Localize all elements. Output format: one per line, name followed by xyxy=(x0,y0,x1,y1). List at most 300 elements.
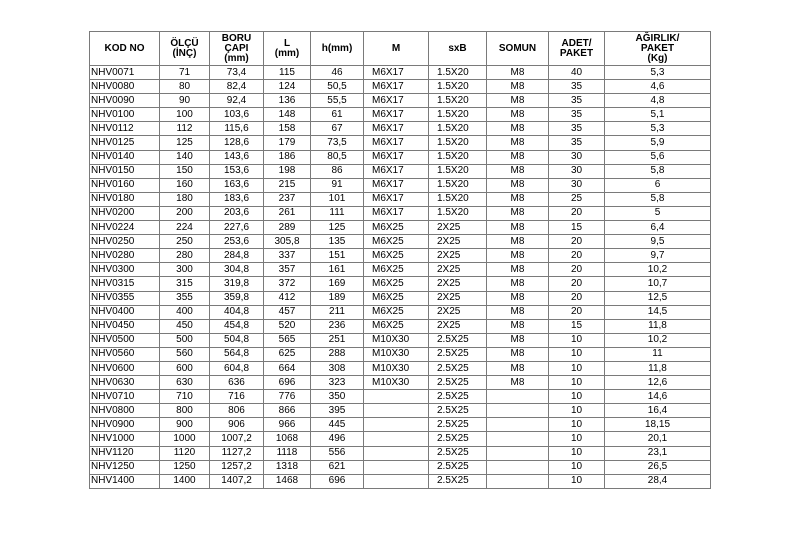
cell-agirlik-paket: 5,6 xyxy=(605,150,711,164)
cell-agirlik-paket: 5,3 xyxy=(605,66,711,80)
cell-adet-paket: 35 xyxy=(549,136,605,150)
cell-h: 55,5 xyxy=(311,94,364,108)
cell-h: 621 xyxy=(311,460,364,474)
cell-boru-capi: 806 xyxy=(210,404,264,418)
cell-kod-no: NHV0071 xyxy=(90,66,160,80)
cell-m: M6X17 xyxy=(364,94,429,108)
cell-kod-no: NHV0630 xyxy=(90,376,160,390)
cell-h: 251 xyxy=(311,333,364,347)
table-row xyxy=(90,347,711,361)
table-row xyxy=(90,192,711,206)
table-row xyxy=(90,460,711,474)
table-row xyxy=(90,164,711,178)
cell-somun: M8 xyxy=(487,249,549,263)
cell-h: 308 xyxy=(311,361,364,375)
cell-kod-no: NHV0355 xyxy=(90,291,160,305)
cell-agirlik-paket: 12,5 xyxy=(605,291,711,305)
cell-adet-paket: 35 xyxy=(549,94,605,108)
cell-agirlik-paket: 14,5 xyxy=(605,305,711,319)
table-row xyxy=(90,249,711,263)
cell-kod-no: NHV0250 xyxy=(90,235,160,249)
cell-kod-no: NHV0140 xyxy=(90,150,160,164)
cell-kod-no: NHV0280 xyxy=(90,249,160,263)
table-row xyxy=(90,319,711,333)
cell-agirlik-paket: 16,4 xyxy=(605,404,711,418)
cell-kod-no: NHV1400 xyxy=(90,474,160,488)
cell-agirlik-paket: 26,5 xyxy=(605,460,711,474)
cell-olcu: 280 xyxy=(160,249,210,263)
cell-boru-capi: 82,4 xyxy=(210,80,264,94)
cell-m: M6X17 xyxy=(364,122,429,136)
cell-h: 189 xyxy=(311,291,364,305)
cell-sxb: 2X25 xyxy=(429,291,487,305)
cell-adet-paket: 20 xyxy=(549,305,605,319)
cell-sxb: 2X25 xyxy=(429,277,487,291)
cell-olcu: 560 xyxy=(160,347,210,361)
header-kod-no: KOD NO xyxy=(90,32,160,66)
cell-kod-no: NHV1250 xyxy=(90,460,160,474)
table-row xyxy=(90,263,711,277)
table-row xyxy=(90,108,711,122)
cell-boru-capi: 906 xyxy=(210,418,264,432)
cell-h: 125 xyxy=(311,221,364,235)
cell-m xyxy=(364,474,429,488)
cell-agirlik-paket: 4,8 xyxy=(605,94,711,108)
table-row xyxy=(90,66,711,80)
cell-h: 151 xyxy=(311,249,364,263)
cell-l: 664 xyxy=(264,361,311,375)
cell-h: 556 xyxy=(311,446,364,460)
cell-boru-capi: 504,8 xyxy=(210,333,264,347)
cell-olcu: 90 xyxy=(160,94,210,108)
cell-sxb: 2X25 xyxy=(429,235,487,249)
table-row xyxy=(90,136,711,150)
cell-l: 1318 xyxy=(264,460,311,474)
cell-sxb: 2.5X25 xyxy=(429,474,487,488)
cell-l: 124 xyxy=(264,80,311,94)
table-body xyxy=(90,66,711,489)
cell-olcu: 80 xyxy=(160,80,210,94)
table-row xyxy=(90,361,711,375)
cell-somun: M8 xyxy=(487,192,549,206)
cell-sxb: 1.5X20 xyxy=(429,150,487,164)
cell-boru-capi: 604,8 xyxy=(210,361,264,375)
cell-kod-no: NHV0300 xyxy=(90,263,160,277)
cell-agirlik-paket: 11 xyxy=(605,347,711,361)
cell-h: 445 xyxy=(311,418,364,432)
cell-kod-no: NHV0224 xyxy=(90,221,160,235)
cell-agirlik-paket: 18,15 xyxy=(605,418,711,432)
cell-agirlik-paket: 9,5 xyxy=(605,235,711,249)
header-row xyxy=(90,32,711,66)
cell-agirlik-paket: 4,6 xyxy=(605,80,711,94)
cell-agirlik-paket: 10,7 xyxy=(605,277,711,291)
cell-m: M6X17 xyxy=(364,164,429,178)
cell-agirlik-paket: 28,4 xyxy=(605,474,711,488)
cell-kod-no: NHV0315 xyxy=(90,277,160,291)
cell-l: 866 xyxy=(264,404,311,418)
cell-somun: M8 xyxy=(487,122,549,136)
cell-sxb: 2.5X25 xyxy=(429,390,487,404)
cell-m: M6X17 xyxy=(364,80,429,94)
cell-adet-paket: 10 xyxy=(549,446,605,460)
table-row xyxy=(90,122,711,136)
table-row xyxy=(90,150,711,164)
cell-m: M6X25 xyxy=(364,263,429,277)
cell-kod-no: NHV0400 xyxy=(90,305,160,319)
cell-somun: M8 xyxy=(487,221,549,235)
cell-h: 73,5 xyxy=(311,136,364,150)
cell-somun xyxy=(487,460,549,474)
cell-adet-paket: 20 xyxy=(549,235,605,249)
cell-somun: M8 xyxy=(487,319,549,333)
cell-sxb: 2.5X25 xyxy=(429,460,487,474)
cell-boru-capi: 227,6 xyxy=(210,221,264,235)
cell-sxb: 2.5X25 xyxy=(429,418,487,432)
cell-m xyxy=(364,460,429,474)
cell-h: 395 xyxy=(311,404,364,418)
cell-l: 198 xyxy=(264,164,311,178)
cell-sxb: 1.5X20 xyxy=(429,206,487,220)
table-row xyxy=(90,418,711,432)
cell-boru-capi: 1127,2 xyxy=(210,446,264,460)
cell-boru-capi: 163,6 xyxy=(210,178,264,192)
cell-agirlik-paket: 5,9 xyxy=(605,136,711,150)
cell-adet-paket: 10 xyxy=(549,390,605,404)
cell-somun: M8 xyxy=(487,361,549,375)
cell-m xyxy=(364,432,429,446)
header-l: L (mm) xyxy=(264,32,311,66)
cell-m xyxy=(364,404,429,418)
cell-adet-paket: 35 xyxy=(549,108,605,122)
cell-adet-paket: 10 xyxy=(549,333,605,347)
cell-m: M6X17 xyxy=(364,150,429,164)
cell-m: M6X17 xyxy=(364,66,429,80)
cell-boru-capi: 92,4 xyxy=(210,94,264,108)
cell-olcu: 630 xyxy=(160,376,210,390)
cell-boru-capi: 359,8 xyxy=(210,291,264,305)
cell-kod-no: NHV0450 xyxy=(90,319,160,333)
table-row xyxy=(90,235,711,249)
cell-somun: M8 xyxy=(487,108,549,122)
cell-boru-capi: 203,6 xyxy=(210,206,264,220)
cell-olcu: 600 xyxy=(160,361,210,375)
cell-sxb: 1.5X20 xyxy=(429,94,487,108)
cell-l: 776 xyxy=(264,390,311,404)
cell-adet-paket: 20 xyxy=(549,249,605,263)
cell-h: 350 xyxy=(311,390,364,404)
cell-somun xyxy=(487,404,549,418)
cell-kod-no: NHV0900 xyxy=(90,418,160,432)
cell-l: 158 xyxy=(264,122,311,136)
cell-agirlik-paket: 5,8 xyxy=(605,164,711,178)
cell-boru-capi: 115,6 xyxy=(210,122,264,136)
cell-h: 86 xyxy=(311,164,364,178)
cell-olcu: 1120 xyxy=(160,446,210,460)
cell-somun: M8 xyxy=(487,235,549,249)
cell-adet-paket: 30 xyxy=(549,178,605,192)
cell-boru-capi: 143,6 xyxy=(210,150,264,164)
cell-agirlik-paket: 9,7 xyxy=(605,249,711,263)
cell-adet-paket: 20 xyxy=(549,277,605,291)
cell-kod-no: NHV0100 xyxy=(90,108,160,122)
header-olcu: ÖLÇÜ (İNÇ) xyxy=(160,32,210,66)
table-row xyxy=(90,221,711,235)
cell-h: 101 xyxy=(311,192,364,206)
cell-kod-no: NHV0800 xyxy=(90,404,160,418)
cell-adet-paket: 30 xyxy=(549,164,605,178)
cell-agirlik-paket: 14,6 xyxy=(605,390,711,404)
table-row xyxy=(90,206,711,220)
cell-kod-no: NHV0180 xyxy=(90,192,160,206)
cell-m xyxy=(364,390,429,404)
cell-agirlik-paket: 23,1 xyxy=(605,446,711,460)
header-sxb: sxB xyxy=(429,32,487,66)
cell-agirlik-paket: 5,8 xyxy=(605,192,711,206)
cell-boru-capi: 128,6 xyxy=(210,136,264,150)
cell-l: 357 xyxy=(264,263,311,277)
cell-somun: M8 xyxy=(487,277,549,291)
cell-olcu: 224 xyxy=(160,221,210,235)
cell-h: 211 xyxy=(311,305,364,319)
cell-l: 289 xyxy=(264,221,311,235)
cell-somun: M8 xyxy=(487,94,549,108)
cell-somun: M8 xyxy=(487,263,549,277)
cell-m: M10X30 xyxy=(364,376,429,390)
cell-sxb: 1.5X20 xyxy=(429,108,487,122)
cell-m xyxy=(364,446,429,460)
cell-adet-paket: 10 xyxy=(549,460,605,474)
cell-adet-paket: 20 xyxy=(549,206,605,220)
cell-l: 237 xyxy=(264,192,311,206)
cell-h: 135 xyxy=(311,235,364,249)
cell-adet-paket: 25 xyxy=(549,192,605,206)
cell-olcu: 100 xyxy=(160,108,210,122)
cell-h: 91 xyxy=(311,178,364,192)
cell-l: 115 xyxy=(264,66,311,80)
cell-agirlik-paket: 20,1 xyxy=(605,432,711,446)
cell-somun xyxy=(487,446,549,460)
cell-l: 215 xyxy=(264,178,311,192)
cell-sxb: 2X25 xyxy=(429,305,487,319)
cell-adet-paket: 30 xyxy=(549,150,605,164)
table-row xyxy=(90,305,711,319)
cell-kod-no: NHV1000 xyxy=(90,432,160,446)
cell-boru-capi: 319,8 xyxy=(210,277,264,291)
cell-kod-no: NHV0600 xyxy=(90,361,160,375)
cell-m: M6X25 xyxy=(364,235,429,249)
cell-olcu: 140 xyxy=(160,150,210,164)
cell-l: 696 xyxy=(264,376,311,390)
spec-table xyxy=(89,31,711,489)
cell-somun xyxy=(487,418,549,432)
table-row xyxy=(90,404,711,418)
cell-somun: M8 xyxy=(487,333,549,347)
cell-adet-paket: 10 xyxy=(549,474,605,488)
cell-boru-capi: 304,8 xyxy=(210,263,264,277)
cell-l: 186 xyxy=(264,150,311,164)
cell-sxb: 2.5X25 xyxy=(429,333,487,347)
cell-agirlik-paket: 10,2 xyxy=(605,333,711,347)
cell-sxb: 1.5X20 xyxy=(429,178,487,192)
cell-boru-capi: 716 xyxy=(210,390,264,404)
cell-somun xyxy=(487,390,549,404)
cell-boru-capi: 404,8 xyxy=(210,305,264,319)
cell-olcu: 710 xyxy=(160,390,210,404)
cell-boru-capi: 1407,2 xyxy=(210,474,264,488)
cell-kod-no: NHV0080 xyxy=(90,80,160,94)
cell-adet-paket: 10 xyxy=(549,418,605,432)
cell-h: 50,5 xyxy=(311,80,364,94)
cell-l: 565 xyxy=(264,333,311,347)
cell-adet-paket: 10 xyxy=(549,404,605,418)
cell-boru-capi: 183,6 xyxy=(210,192,264,206)
cell-m: M6X17 xyxy=(364,192,429,206)
cell-l: 305,8 xyxy=(264,235,311,249)
cell-boru-capi: 454,8 xyxy=(210,319,264,333)
cell-olcu: 450 xyxy=(160,319,210,333)
table-row xyxy=(90,178,711,192)
header-agirlik-paket: AĞIRLIK/ PAKET (Kg) xyxy=(605,32,711,66)
header-boru-capi: BORU ÇAPI (mm) xyxy=(210,32,264,66)
cell-somun xyxy=(487,474,549,488)
cell-olcu: 250 xyxy=(160,235,210,249)
cell-kod-no: NHV0150 xyxy=(90,164,160,178)
cell-m: M10X30 xyxy=(364,361,429,375)
cell-sxb: 1.5X20 xyxy=(429,192,487,206)
table-header xyxy=(90,32,711,66)
cell-l: 625 xyxy=(264,347,311,361)
cell-boru-capi: 253,6 xyxy=(210,235,264,249)
table-row xyxy=(90,390,711,404)
cell-agirlik-paket: 6 xyxy=(605,178,711,192)
cell-somun: M8 xyxy=(487,80,549,94)
table-row xyxy=(90,333,711,347)
header-h: h(mm) xyxy=(311,32,364,66)
cell-kod-no: NHV0710 xyxy=(90,390,160,404)
cell-l: 412 xyxy=(264,291,311,305)
cell-adet-paket: 20 xyxy=(549,263,605,277)
cell-agirlik-paket: 12,6 xyxy=(605,376,711,390)
cell-m: M6X25 xyxy=(364,277,429,291)
cell-boru-capi: 1257,2 xyxy=(210,460,264,474)
cell-l: 1118 xyxy=(264,446,311,460)
table-row xyxy=(90,291,711,305)
cell-somun: M8 xyxy=(487,66,549,80)
cell-adet-paket: 20 xyxy=(549,291,605,305)
cell-l: 520 xyxy=(264,319,311,333)
cell-l: 372 xyxy=(264,277,311,291)
cell-sxb: 2.5X25 xyxy=(429,376,487,390)
cell-adet-paket: 10 xyxy=(549,432,605,446)
cell-olcu: 160 xyxy=(160,178,210,192)
cell-h: 496 xyxy=(311,432,364,446)
cell-m: M6X25 xyxy=(364,249,429,263)
cell-adet-paket: 35 xyxy=(549,80,605,94)
cell-kod-no: NHV0500 xyxy=(90,333,160,347)
cell-boru-capi: 73,4 xyxy=(210,66,264,80)
cell-sxb: 2.5X25 xyxy=(429,404,487,418)
cell-h: 46 xyxy=(311,66,364,80)
cell-boru-capi: 1007,2 xyxy=(210,432,264,446)
cell-m: M6X25 xyxy=(364,221,429,235)
cell-somun: M8 xyxy=(487,150,549,164)
cell-h: 696 xyxy=(311,474,364,488)
table-row xyxy=(90,80,711,94)
cell-l: 966 xyxy=(264,418,311,432)
cell-sxb: 2.5X25 xyxy=(429,347,487,361)
header-adet-paket: ADET/ PAKET xyxy=(549,32,605,66)
cell-m: M6X17 xyxy=(364,136,429,150)
cell-m: M10X30 xyxy=(364,347,429,361)
cell-agirlik-paket: 11,8 xyxy=(605,319,711,333)
cell-somun: M8 xyxy=(487,206,549,220)
cell-sxb: 2X25 xyxy=(429,221,487,235)
cell-l: 1068 xyxy=(264,432,311,446)
cell-sxb: 1.5X20 xyxy=(429,136,487,150)
cell-m: M6X17 xyxy=(364,108,429,122)
cell-sxb: 1.5X20 xyxy=(429,80,487,94)
cell-adet-paket: 15 xyxy=(549,319,605,333)
cell-agirlik-paket: 5,1 xyxy=(605,108,711,122)
table-row xyxy=(90,446,711,460)
cell-l: 261 xyxy=(264,206,311,220)
cell-olcu: 112 xyxy=(160,122,210,136)
cell-olcu: 71 xyxy=(160,66,210,80)
cell-sxb: 2X25 xyxy=(429,249,487,263)
cell-somun: M8 xyxy=(487,164,549,178)
table-row xyxy=(90,94,711,108)
cell-boru-capi: 636 xyxy=(210,376,264,390)
header-somun: SOMUN xyxy=(487,32,549,66)
cell-olcu: 300 xyxy=(160,263,210,277)
cell-agirlik-paket: 11,8 xyxy=(605,361,711,375)
cell-h: 288 xyxy=(311,347,364,361)
cell-l: 148 xyxy=(264,108,311,122)
cell-h: 169 xyxy=(311,277,364,291)
cell-sxb: 1.5X20 xyxy=(429,122,487,136)
cell-adet-paket: 10 xyxy=(549,376,605,390)
cell-kod-no: NHV0560 xyxy=(90,347,160,361)
cell-olcu: 355 xyxy=(160,291,210,305)
cell-olcu: 125 xyxy=(160,136,210,150)
cell-somun: M8 xyxy=(487,291,549,305)
cell-olcu: 800 xyxy=(160,404,210,418)
cell-m: M6X25 xyxy=(364,291,429,305)
cell-l: 179 xyxy=(264,136,311,150)
cell-sxb: 1.5X20 xyxy=(429,164,487,178)
cell-h: 323 xyxy=(311,376,364,390)
cell-agirlik-paket: 5,3 xyxy=(605,122,711,136)
cell-m: M6X17 xyxy=(364,178,429,192)
cell-olcu: 180 xyxy=(160,192,210,206)
cell-sxb: 2.5X25 xyxy=(429,432,487,446)
cell-h: 111 xyxy=(311,206,364,220)
cell-adet-paket: 40 xyxy=(549,66,605,80)
cell-h: 161 xyxy=(311,263,364,277)
cell-sxb: 2X25 xyxy=(429,263,487,277)
cell-h: 61 xyxy=(311,108,364,122)
cell-adet-paket: 15 xyxy=(549,221,605,235)
cell-adet-paket: 35 xyxy=(549,122,605,136)
cell-sxb: 2X25 xyxy=(429,319,487,333)
cell-m: M10X30 xyxy=(364,333,429,347)
cell-somun: M8 xyxy=(487,136,549,150)
cell-h: 236 xyxy=(311,319,364,333)
cell-olcu: 150 xyxy=(160,164,210,178)
cell-olcu: 900 xyxy=(160,418,210,432)
cell-olcu: 500 xyxy=(160,333,210,347)
